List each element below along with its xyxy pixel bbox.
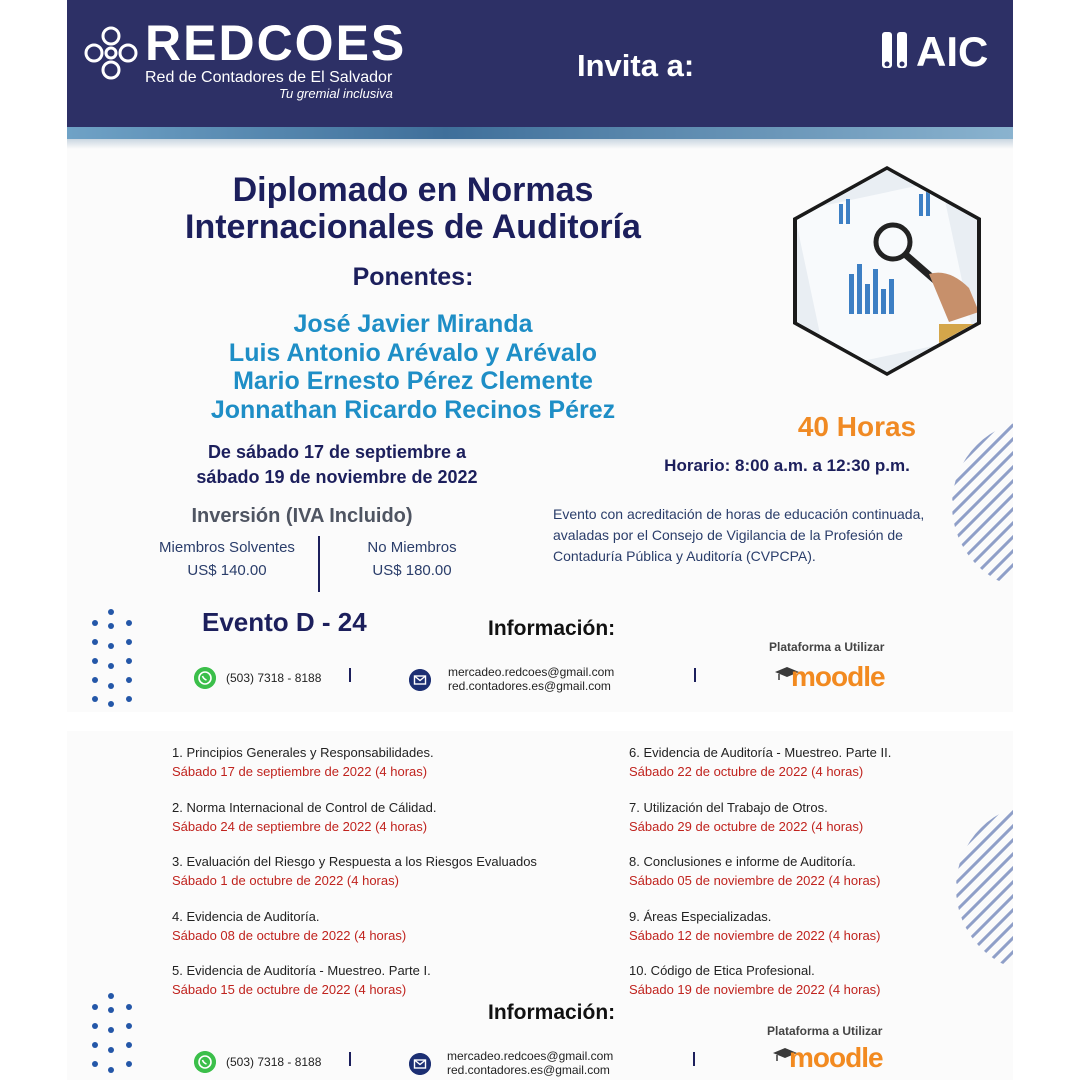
info-title: Información: — [488, 617, 616, 640]
speakers-label: Ponentes: — [352, 263, 474, 291]
course-schedule: Horario: 8:00 a.m. a 12:30 p.m. — [664, 456, 910, 475]
brand-tagline: Tu gremial inclusiva — [279, 86, 393, 101]
module-date: Sábado 19 de noviembre de 2022 (4 horas) — [629, 982, 881, 997]
whatsapp-icon — [194, 1051, 216, 1073]
non-members-price-block — [337, 536, 487, 582]
module-date: Sábado 12 de noviembre de 2022 (4 horas) — [629, 928, 881, 943]
module-date: Sábado 15 de octubre de 2022 (4 horas) — [172, 982, 407, 997]
header-shadow-band — [67, 139, 1013, 149]
phone-number[interactable]: (503) 7318 - 8188 — [226, 671, 322, 685]
brand-name: REDCOES — [145, 15, 407, 71]
phone-number[interactable]: (503) 7318 - 8188 — [226, 1055, 322, 1069]
module-title: 6. Evidencia de Auditoría - Muestreo. Parte II. — [629, 745, 892, 760]
decorative-striped-circle — [952, 420, 1013, 590]
module-title: 8. Conclusiones e informe de Auditoría. — [629, 854, 856, 869]
header-accent-band — [67, 127, 1013, 139]
platform-label: Plataforma a Utilizar — [769, 640, 885, 654]
email-addresses — [448, 665, 614, 693]
flyer-top-card — [67, 0, 1013, 712]
contact-separator — [693, 1052, 695, 1066]
module-item — [172, 961, 592, 999]
email-address[interactable]: mercadeo.redcoes@gmail.com — [447, 1049, 614, 1063]
module-item — [629, 743, 1013, 781]
header-banner — [67, 0, 1013, 127]
module-title: 7. Utilización del Trabajo de Otros. — [629, 800, 828, 815]
info-title: Información: — [488, 1001, 616, 1024]
flyer-bottom-card — [67, 731, 1013, 1080]
course-dates-line2: sábado 19 de noviembre de 2022 — [196, 467, 478, 487]
redcoes-logo-icon — [83, 25, 139, 81]
module-title: 3. Evaluación del Riesgo y Respuesta a los Riesgos Evaluados — [172, 854, 537, 869]
course-dates-line1: De sábado 17 de septiembre a — [207, 442, 467, 462]
members-price: US$ 140.00 — [187, 562, 267, 579]
course-title — [107, 172, 719, 246]
course-title-line2: Internacionales de Auditoría — [185, 208, 641, 246]
module-date: Sábado 17 de septiembre de 2022 (4 horas) — [172, 764, 428, 779]
module-title: 4. Evidencia de Auditoría. — [172, 909, 320, 924]
email-icon — [409, 1053, 431, 1075]
speakers-list — [107, 310, 719, 424]
module-item — [172, 852, 592, 890]
contact-separator — [349, 1052, 351, 1066]
email-address[interactable]: red.contadores.es@gmail.com — [447, 1063, 610, 1077]
speaker-name: José Javier Miranda — [293, 310, 533, 338]
platform-label: Plataforma a Utilizar — [767, 1024, 883, 1038]
contact-separator — [694, 668, 696, 682]
contact-separator — [349, 668, 351, 682]
invite-text: Invita a: — [577, 48, 695, 83]
module-title: 10. Código de Etica Profesional. — [629, 963, 815, 978]
module-date: Sábado 05 de noviembre de 2022 (4 horas) — [629, 873, 881, 888]
investment-label: Inversión (IVA Incluido) — [191, 505, 413, 527]
course-title-line1: Diplomado en Normas — [232, 171, 594, 209]
module-item — [172, 907, 592, 945]
decorative-dots — [87, 991, 137, 1080]
email-address[interactable]: red.contadores.es@gmail.com — [448, 679, 611, 693]
course-dates — [127, 440, 547, 490]
decorative-dots — [87, 606, 137, 710]
email-icon — [409, 669, 431, 691]
price-divider — [318, 536, 320, 592]
module-title: 5. Evidencia de Auditoría - Muestreo. Parte I. — [172, 963, 431, 978]
whatsapp-icon — [194, 667, 216, 689]
module-title: 1. Principios Generales y Responsabilidades. — [172, 745, 434, 760]
email-addresses — [447, 1049, 613, 1077]
email-address[interactable]: mercadeo.redcoes@gmail.com — [448, 665, 615, 679]
module-item — [172, 743, 592, 781]
speaker-name: Jonnathan Ricardo Recinos Pérez — [210, 395, 616, 424]
aic-bars-icon — [880, 30, 910, 70]
event-code: Evento D - 24 — [202, 607, 367, 637]
speaker-name: Mario Ernesto Pérez Clemente — [233, 367, 593, 395]
module-date: Sábado 08 de octubre de 2022 (4 horas) — [172, 928, 407, 943]
moodle-logo — [779, 661, 885, 693]
moodle-logo — [777, 1042, 883, 1074]
members-price-block — [127, 536, 327, 582]
decorative-striped-circle — [956, 803, 1013, 973]
moodle-name: moodle — [789, 1042, 883, 1073]
accreditation-text: Evento con acreditación de horas de educación continuada, avaladas por el Consejo de Vigilancia de la Profesión de Contaduría Pública y Auditoría (CVPCPA). — [553, 506, 925, 564]
moodle-name: moodle — [791, 661, 885, 692]
module-date: Sábado 29 de octubre de 2022 (4 horas) — [629, 819, 864, 834]
brand-subtitle: Red de Contadores de El Salvador — [145, 69, 393, 86]
module-date: Sábado 22 de octubre de 2022 (4 horas) — [629, 764, 864, 779]
module-date: Sábado 24 de septiembre de 2022 (4 horas) — [172, 819, 428, 834]
audit-photo-hexagon — [789, 164, 985, 378]
module-item — [172, 798, 592, 836]
aic-logo-text: AIC — [916, 28, 989, 75]
module-title: 2. Norma Internacional de Control de Cálidad. — [172, 800, 437, 815]
members-label: Miembros Solventes — [159, 539, 295, 556]
non-members-label: No Miembros — [367, 539, 457, 556]
module-date: Sábado 1 de octubre de 2022 (4 horas) — [172, 873, 399, 888]
course-hours: 40 Horas — [797, 411, 917, 442]
non-members-price: US$ 180.00 — [372, 562, 452, 579]
module-title: 9. Áreas Especializadas. — [629, 909, 772, 924]
speaker-name: Luis Antonio Arévalo y Arévalo — [228, 338, 598, 367]
